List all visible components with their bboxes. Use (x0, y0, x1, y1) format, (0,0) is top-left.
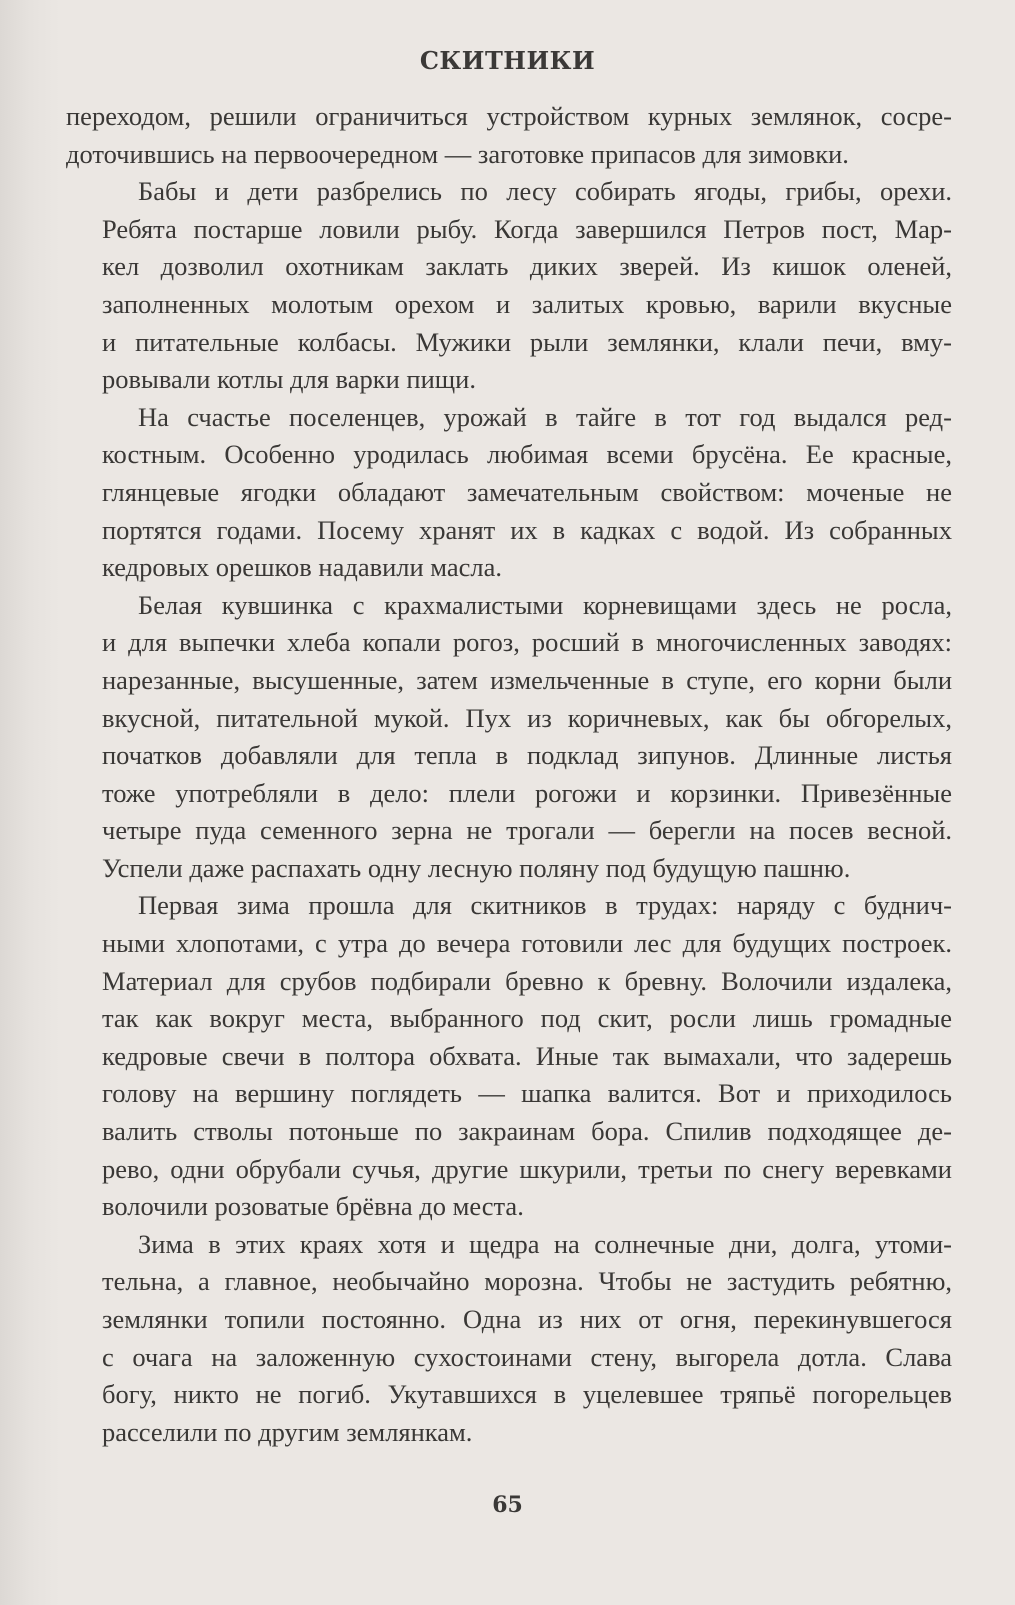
text-line: початков добавляли для тепла в подклад зипунов. Длинные листья (102, 740, 952, 771)
text-line: богу, никто не погиб. Укутавшихся в уцелевшее тряпьё погорельцев (102, 1379, 952, 1410)
text-line: нарезанные, высушенные, затем измельченные в ступе, его корни были (102, 664, 952, 695)
paragraph (66, 1226, 952, 1452)
text-line: четыре пуда семенного зерна не трогали — берегли на посев весной. (102, 815, 952, 846)
text-line: так как вокруг места, выбранного под скит, росли лишь громадные (102, 1003, 952, 1034)
text-line: рево, одни обрубали сучья, другие шкурили, третьи по снегу веревками (102, 1153, 952, 1184)
text-line: расселили по другим землянкам. (102, 1416, 473, 1447)
text-line: портятся годами. Посему хранят их в кадках с водой. Из собранных (102, 514, 952, 545)
text-line: ровывали котлы для варки пищи. (102, 364, 476, 395)
running-header: СКИТНИКИ (419, 46, 596, 75)
text-line: с очага на заложенную сухостоинами стену, выгорела дотла. Слава (102, 1341, 952, 1372)
text-line: ными хлопотами, с утра до вечера готовили лес для будущих построек. (102, 928, 952, 959)
paragraph (66, 887, 952, 1225)
text-line: Первая зима прошла для скитников в трудах: наряду с буднич- (138, 890, 952, 921)
text-line: Бабы и дети разбрелись по лесу собирать ягоды, грибы, орехи. (138, 176, 952, 207)
text-line: волочили розоватые брёвна до места. (102, 1191, 524, 1222)
text-line: голову на вершину поглядеть — шапка валится. Вот и приходилось (102, 1078, 952, 1109)
text-line: глянцевые ягодки обладают замечательным свойством: моченые не (102, 476, 952, 507)
text-line: кедровых орешков надавили масла. (102, 552, 503, 583)
text-line: кел дозволил охотникам заклать диких зверей. Из кишок оленей, (102, 251, 952, 282)
text-line: Ребята постарше ловили рыбу. Когда завершился Петров пост, Мар- (102, 213, 952, 244)
body-text (66, 98, 952, 1451)
text-line: Зима в этих краях хотя и щедра на солнечные дни, долга, утоми- (138, 1228, 952, 1259)
text-line: На счастье поселенцев, урожай в тайге в тот год выдался ред- (138, 401, 952, 432)
text-line: Материал для срубов подбирали бревно к бревну. Волочили издалека, (102, 965, 952, 996)
text-line: тоже употребляли в дело: плели рогожи и корзинки. Привезённые (102, 777, 952, 808)
text-line: Успели даже распахать одну лесную поляну под будущую пашню. (102, 852, 851, 883)
page-number: 65 (492, 1492, 523, 1518)
text-line: кедровые свечи в полтора обхвата. Иные так вымахали, что задерешь (102, 1040, 952, 1071)
paragraph (66, 173, 952, 399)
text-line: Белая кувшинка с крахмалистыми корневищами здесь не росла, (138, 589, 952, 620)
text-line: и питательные колбасы. Мужики рыли землянки, клали печи, вму- (102, 326, 952, 357)
text-line: землянки топили постоянно. Одна из них от огня, перекинувшегося (102, 1304, 952, 1334)
paragraph (66, 399, 952, 587)
text-line: и для выпечки хлеба копали рогоз, росший в многочисленных заводях: (102, 627, 952, 658)
text-line: заполненных молотым орехом и залитых кровью, варили вкусные (102, 288, 952, 319)
text-line: валить стволы потоньше по закраинам бора. Спилив подходящее де- (102, 1116, 952, 1147)
text-line: костным. Особенно уродилась любимая всеми брусёна. Ее красные, (102, 439, 952, 470)
text-line: тельна, а главное, необычайно морозна. Чтобы не застудить ребятню, (102, 1266, 952, 1297)
text-line: вкусной, питательной мукой. Пух из коричневых, как бы обгорелых, (102, 702, 952, 733)
paragraph (66, 587, 952, 888)
text-line: доточившись на первоочередном — заготовке припасов для зимовки. (66, 138, 849, 169)
paragraph (66, 98, 952, 173)
text-line: переходом, решили ограничиться устройством курных землянок, сосре- (66, 101, 952, 131)
